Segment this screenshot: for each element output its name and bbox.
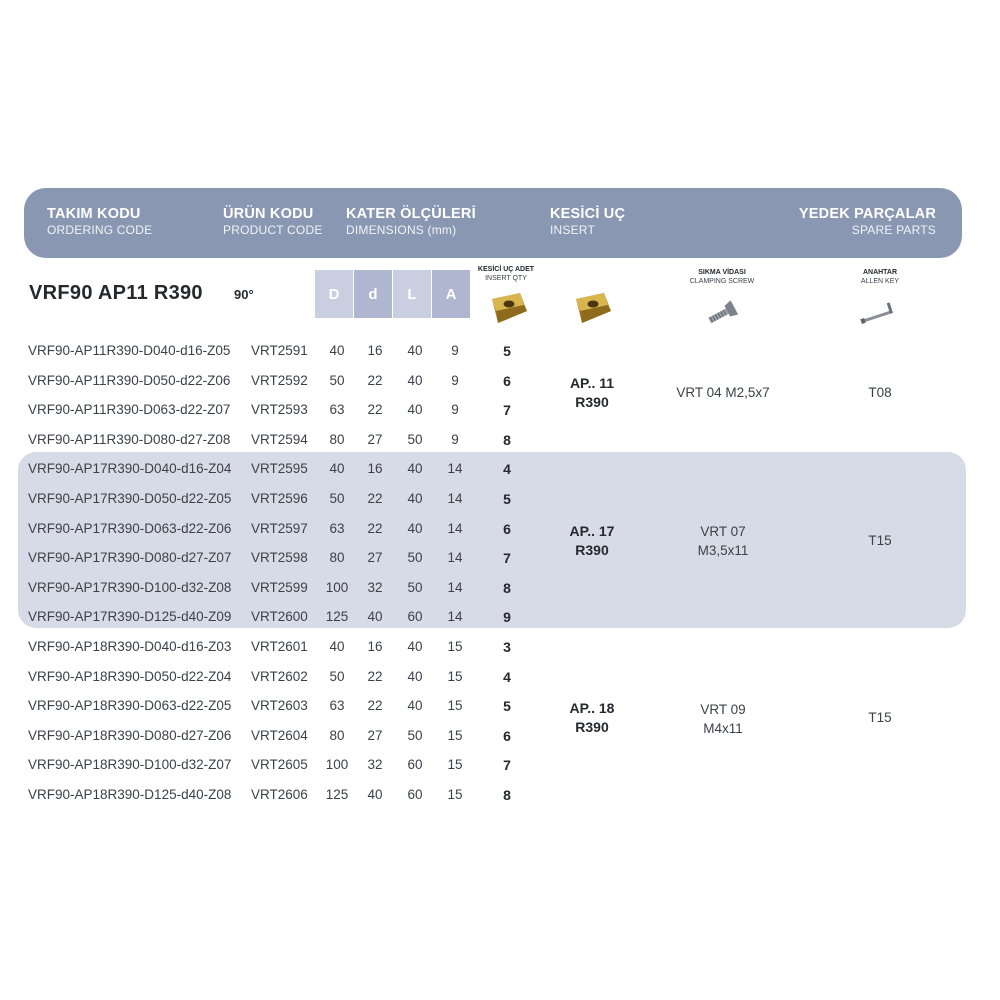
dim-L-cell: 40: [407, 698, 423, 714]
dim-D-cell: 63: [329, 402, 345, 418]
dim-A-cell: 14: [447, 550, 463, 566]
dim-D-cell: 80: [329, 550, 345, 566]
dim-d-cell: 27: [367, 550, 383, 566]
allen-key-icon: [858, 302, 902, 328]
insert-qty-cell: 5: [503, 491, 511, 507]
angle-label: 90°: [234, 287, 254, 302]
ordering-code-cell: VRF90-AP18R390-D063-d22-Z05: [28, 698, 232, 714]
dim-L-cell: 40: [407, 491, 423, 506]
dim-L-cell: 50: [407, 727, 423, 743]
dim-D-cell: 80: [329, 431, 345, 447]
dim-d-cell: 16: [367, 639, 383, 654]
table-row: [0, 603, 1000, 633]
ordering-code-cell: VRF90-AP11R390-D050-d22-Z06: [28, 372, 231, 388]
insert-qty-cell: 6: [503, 727, 511, 744]
table-row: [0, 781, 1000, 811]
dim-L-cell: 40: [407, 402, 423, 418]
dim-D-cell: 50: [329, 372, 345, 388]
insert-qty-cell: 4: [503, 668, 511, 685]
dim-A-cell: 15: [447, 787, 463, 802]
dim-D-cell: 40: [329, 343, 345, 358]
dim-A-cell: 14: [447, 520, 463, 536]
dim-A-cell: 14: [447, 579, 463, 595]
dim-A-cell: 9: [451, 402, 459, 418]
dim-d-cell: 32: [367, 579, 383, 595]
dim-D-cell: 63: [329, 520, 345, 536]
insert-qty-cell: 3: [503, 639, 511, 655]
dim-d-cell: 22: [367, 402, 383, 418]
dim-L-cell: 50: [407, 579, 423, 595]
dim-label-L: L: [393, 270, 431, 318]
product-title: VRF90 AP11 R390: [29, 282, 203, 304]
dim-A-cell: 15: [447, 639, 463, 654]
insert-icon: [570, 291, 614, 325]
dim-d-cell: 22: [367, 491, 383, 506]
product-code-cell: VRT2592: [251, 372, 308, 388]
product-code-cell: VRT2596: [251, 491, 308, 506]
insert-qty-cell: 8: [503, 431, 511, 448]
dim-A-cell: 15: [447, 698, 463, 714]
ordering-code-cell: VRF90-AP17R390-D050-d22-Z05: [28, 491, 232, 506]
dim-d-cell: 22: [367, 520, 383, 536]
dim-d-cell: 40: [367, 787, 383, 802]
dim-D-cell: 125: [325, 609, 349, 625]
header-spare-parts: YEDEK PARÇALAR SPARE PARTS: [798, 206, 936, 237]
screw-icon: [702, 300, 742, 328]
dim-L-cell: 40: [407, 461, 423, 477]
ordering-code-cell: VRF90-AP17R390-D100-d32-Z08: [28, 579, 232, 595]
dim-D-cell: 125: [325, 787, 349, 802]
allen-key-ap17: T15: [868, 533, 892, 548]
dim-A-cell: 9: [451, 431, 459, 447]
insert-qty-cell: 6: [503, 372, 511, 389]
insert-qty-cell: 6: [503, 520, 511, 537]
dim-L-cell: 60: [407, 609, 423, 625]
insert-qty-cell: 7: [503, 757, 511, 774]
ordering-code-cell: VRF90-AP18R390-D040-d16-Z03: [28, 639, 232, 654]
dim-d-cell: 22: [367, 668, 383, 684]
dim-L-cell: 50: [407, 550, 423, 566]
dim-d-cell: 27: [367, 431, 383, 447]
ordering-code-cell: VRF90-AP17R390-D125-d40-Z09: [28, 609, 232, 625]
table-row: [0, 633, 1000, 663]
clamping-screw-ap17: VRT 07 M3,5x11: [697, 524, 749, 558]
insert-type-ap17: AP.. 17 R390: [569, 523, 615, 558]
dim-A-cell: 14: [447, 491, 463, 506]
ordering-code-cell: VRF90-AP17R390-D080-d27-Z07: [28, 550, 232, 566]
dim-A-cell: 14: [447, 461, 463, 477]
dim-A-cell: 9: [451, 372, 459, 388]
allen-key-ap18: T15: [868, 710, 892, 725]
ordering-code-cell: VRF90-AP18R390-D080-d27-Z06: [28, 727, 232, 743]
ordering-code-cell: VRF90-AP11R390-D040-d16-Z05: [28, 343, 231, 358]
clamping-screw-ap18: VRT 09 M4x11: [700, 702, 746, 736]
dim-A-cell: 15: [447, 668, 463, 684]
dim-D-cell: 100: [325, 579, 349, 595]
dim-d-cell: 16: [367, 461, 383, 477]
table-header-bar: [24, 188, 962, 258]
table-row: [0, 485, 1000, 515]
product-code-cell: VRT2602: [251, 668, 308, 684]
dim-L-cell: 40: [407, 668, 423, 684]
dim-D-cell: 80: [329, 727, 345, 743]
product-code-cell: VRT2597: [251, 520, 308, 536]
product-code-cell: VRT2598: [251, 550, 308, 566]
dim-D-cell: 40: [329, 461, 345, 477]
header-dimensions: KATER ÖLÇÜLERİ DIMENSIONS (mm): [346, 206, 476, 237]
dim-d-cell: 40: [367, 609, 383, 625]
table-row: [0, 455, 1000, 485]
product-code-cell: VRT2595: [251, 461, 308, 477]
dim-L-cell: 40: [407, 343, 423, 358]
ordering-code-cell: VRF90-AP18R390-D050-d22-Z04: [28, 668, 232, 684]
insert-qty-cell: 5: [503, 698, 511, 715]
insert-qty-cell: 4: [503, 461, 511, 478]
product-code-cell: VRT2603: [251, 698, 308, 714]
table-row: [0, 426, 1000, 456]
dim-D-cell: 50: [329, 491, 345, 506]
allen-key-ap11: T08: [868, 385, 892, 400]
dim-D-cell: 40: [329, 639, 345, 654]
product-code-cell: VRT2601: [251, 639, 308, 654]
product-code-cell: VRT2591: [251, 343, 308, 358]
ordering-code-cell: VRF90-AP11R390-D063-d22-Z07: [28, 402, 231, 418]
dim-A-cell: 14: [447, 609, 463, 625]
dim-D-cell: 50: [329, 668, 345, 684]
dim-A-cell: 9: [451, 343, 459, 358]
product-code-cell: VRT2599: [251, 579, 308, 595]
insert-type-ap18: AP.. 18 R390: [569, 700, 615, 735]
insert-qty-cell: 5: [503, 343, 511, 359]
dim-A-cell: 15: [447, 757, 463, 773]
ordering-code-cell: VRF90-AP18R390-D100-d32-Z07: [28, 757, 232, 773]
product-code-cell: VRT2605: [251, 757, 308, 773]
product-code-cell: VRT2604: [251, 727, 308, 743]
table-row: [0, 751, 1000, 781]
dim-L-cell: 40: [407, 372, 423, 388]
dim-A-cell: 15: [447, 727, 463, 743]
dim-label-D: D: [315, 270, 353, 318]
allen-key-label: ANAHTAR ALLEN KEY: [860, 269, 900, 285]
dim-L-cell: 40: [407, 520, 423, 536]
ordering-code-cell: VRF90-AP17R390-D040-d16-Z04: [28, 461, 232, 477]
dim-L-cell: 40: [407, 639, 423, 654]
insert-type-ap11: AP.. 11 R390: [569, 375, 615, 410]
table-row: [0, 337, 1000, 367]
dim-d-cell: 27: [367, 727, 383, 743]
dim-label-d: d: [354, 270, 392, 318]
dim-L-cell: 60: [407, 757, 423, 773]
insert-qty-cell: 7: [503, 402, 511, 419]
dim-d-cell: 22: [367, 698, 383, 714]
clamping-screw-ap11: VRT 04 M2,5x7: [676, 385, 770, 400]
insert-qty-cell: 8: [503, 787, 511, 803]
dim-D-cell: 63: [329, 698, 345, 714]
header-insert: KESİCİ UÇ INSERT: [550, 206, 626, 237]
insert-icon: [486, 291, 530, 325]
ordering-code-cell: VRF90-AP17R390-D063-d22-Z06: [28, 520, 232, 536]
table-row: [0, 574, 1000, 604]
dim-D-cell: 100: [325, 757, 349, 773]
header-product-code: ÜRÜN KODU PRODUCT CODE: [223, 206, 323, 237]
dim-d-cell: 32: [367, 757, 383, 773]
product-code-cell: VRT2593: [251, 402, 308, 418]
dim-d-cell: 22: [367, 372, 383, 388]
ordering-code-cell: VRF90-AP11R390-D080-d27-Z08: [28, 431, 231, 447]
insert-qty-cell: 9: [503, 609, 511, 626]
table-row: [0, 663, 1000, 693]
dim-L-cell: 60: [407, 787, 423, 802]
insert-qty-label: KESİCİ UÇ ADET INSERT QTY: [477, 266, 535, 282]
product-code-cell: VRT2594: [251, 431, 308, 447]
product-code-cell: VRT2600: [251, 609, 308, 625]
header-ordering-code: TAKIM KODU ORDERING CODE: [47, 206, 153, 237]
dim-d-cell: 16: [367, 343, 383, 358]
insert-qty-cell: 7: [503, 550, 511, 567]
clamping-screw-label: SIKMA VİDASI CLAMPING SCREW: [689, 269, 755, 285]
insert-qty-cell: 8: [503, 579, 511, 596]
ordering-code-cell: VRF90-AP18R390-D125-d40-Z08: [28, 787, 232, 802]
product-code-cell: VRT2606: [251, 787, 308, 802]
dim-label-A: A: [432, 270, 470, 318]
dim-L-cell: 50: [407, 431, 423, 447]
